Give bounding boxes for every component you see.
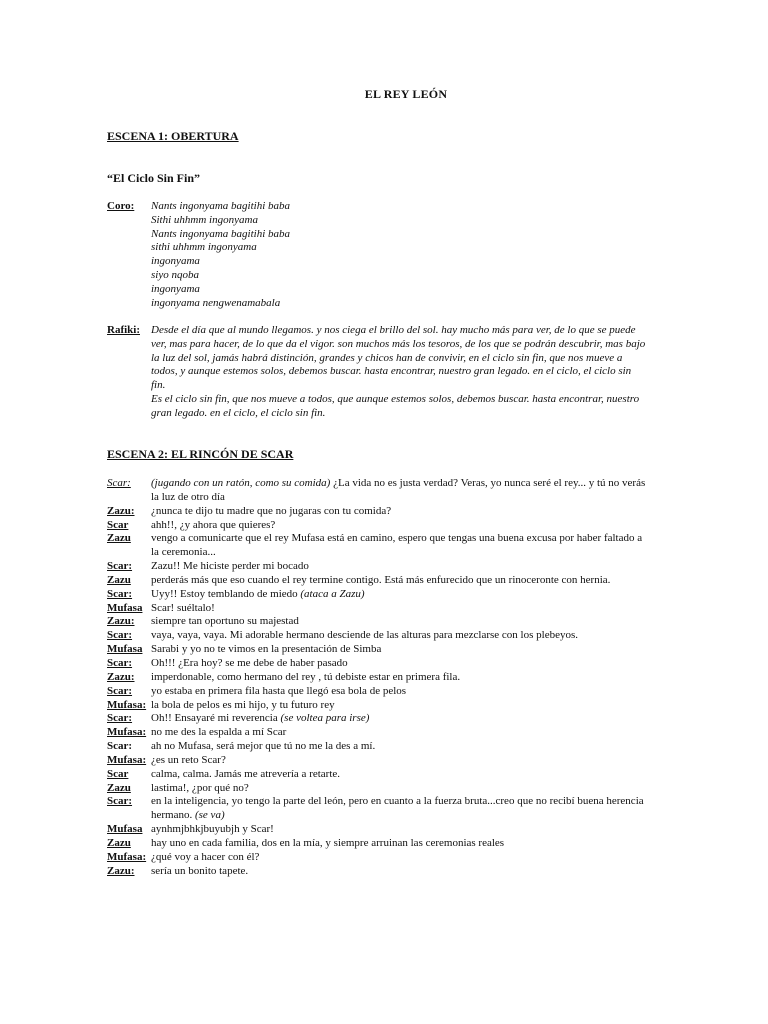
dialogue-line — [107, 643, 647, 657]
dialogue-speaker: Zazu — [107, 573, 131, 586]
dialogue-line — [107, 865, 647, 879]
dialogue-line — [107, 629, 647, 643]
dialogue-speaker: Mufasa: — [107, 726, 147, 739]
dialogue-line — [107, 574, 647, 588]
dialogue-body: ¿nunca te dijo tu madre que no jugaras con tu comida? — [151, 504, 392, 517]
dialogue-speaker: Scar: — [107, 740, 133, 753]
scene-2-heading: ESCENA 2: EL RINCÓN DE SCAR — [107, 447, 294, 461]
dialogue-body: ah no Mufasa, será mejor que tú no me la des a mí. — [151, 740, 376, 753]
dialogue-line — [107, 532, 647, 560]
dialogue-speaker: Scar: — [107, 560, 133, 573]
dialogue-text — [151, 699, 647, 713]
dialogue-body: Scar! suéltalo! — [151, 601, 215, 614]
dialogue-text — [151, 602, 647, 616]
stage-direction: (se va) — [194, 809, 225, 822]
coro-line: ingonyama — [151, 282, 200, 295]
dialogue-speaker: Zazu — [107, 781, 131, 794]
dialogue-text — [151, 671, 647, 685]
dialogue-line — [107, 740, 647, 754]
dialogue-speaker: Mufasa — [107, 601, 143, 614]
dialogue-speaker: Scar: — [107, 795, 133, 808]
dialogue-speaker: Zazu: — [107, 615, 135, 628]
dialogue-body: Zazu!! Me hiciste perder mi bocado — [151, 560, 309, 573]
rafiki-lyrics — [151, 324, 647, 421]
speaker-rafiki: Rafiki: — [107, 324, 140, 336]
dialogue-text — [151, 643, 647, 657]
dialogue-speaker: Mufasa: — [107, 850, 147, 863]
dialogue-body: lastima!, ¿por qué no? — [151, 781, 249, 794]
dialogue-line — [107, 505, 647, 519]
dialogue-text — [151, 782, 647, 796]
dialogue-body: la bola de pelos es mi hijo, y tu futuro rey — [151, 698, 335, 711]
stage-direction: (ataca a Zazu) — [300, 587, 365, 600]
dialogue-line — [107, 768, 647, 782]
dialogue-text — [151, 629, 647, 643]
song-title: “El Ciclo Sin Fin” — [107, 171, 201, 185]
dialogue-body: Sarabi y yo no te vimos en la presentación de Simba — [151, 643, 382, 656]
dialogue-text — [151, 795, 647, 823]
dialogue-text — [151, 657, 647, 671]
dialogue-text — [151, 865, 647, 879]
dialogue-body: en la inteligencia, yo tengo la parte del león, pero en cuanto a la fuerza bruta...creo que no recibí buena herencia hermano. — [151, 795, 644, 822]
dialogue-body: Oh!! Ensayaré mi reverencia — [151, 712, 281, 725]
scene-2-dialogue — [107, 477, 647, 878]
dialogue-body: ahh!!, ¿y ahora que quieres? — [151, 518, 276, 531]
coro-line: Sithi uhhmm ingonyama — [151, 213, 258, 226]
dialogue-text — [151, 505, 647, 519]
dialogue-speaker: Mufasa — [107, 823, 143, 836]
dialogue-text — [151, 837, 647, 851]
dialogue-text — [151, 851, 647, 865]
speaker-coro: Coro: — [107, 200, 135, 212]
dialogue-line — [107, 754, 647, 768]
dialogue-speaker: Zazu: — [107, 504, 135, 517]
dialogue-body: ¿es un reto Scar? — [151, 753, 226, 766]
coro-line: sithi uhhmm ingonyama — [151, 241, 257, 254]
dialogue-line — [107, 726, 647, 740]
dialogue-body: yo estaba en primera fila hasta que llegó esa bola de pelos — [151, 684, 407, 697]
dialogue-speaker: Scar: — [107, 656, 133, 669]
coro-line: ingonyama nengwenamabala — [151, 296, 281, 309]
dialogue-line — [107, 602, 647, 616]
dialogue-line — [107, 782, 647, 796]
dialogue-line — [107, 712, 647, 726]
dialogue-text — [151, 754, 647, 768]
dialogue-text — [151, 823, 647, 837]
dialogue-speaker: Zazu — [107, 532, 131, 545]
dialogue-line — [107, 657, 647, 671]
dialogue-body: Uyy!! Estoy temblando de miedo — [151, 587, 301, 600]
dialogue-text — [151, 768, 647, 782]
dialogue-body: ¿La vida no es justa verdad? Veras, yo nunca seré el rey... y tú no verás la luz de otro día — [151, 477, 646, 503]
dialogue-body: perderás más que eso cuando el rey termine contigo. Está más enfurecido que un rinoceronte con hernia. — [151, 573, 611, 586]
dialogue-body: siempre tan oportuno su majestad — [151, 615, 299, 628]
coro-line: siyo nqoba — [151, 268, 199, 281]
dialogue-speaker: Scar: — [107, 477, 131, 489]
dialogue-line — [107, 477, 647, 505]
rafiki-lyrics-part-2: Es el ciclo sin fin, que nos mueve a todos, que aunque estemos solos, debemos buscar. hasta encontrar, nuestro gran legado. en el ciclo, el ciclo sin fin. — [151, 392, 640, 419]
stage-direction: (jugando con un ratón, como su comida) — [151, 477, 331, 489]
dialogue-text — [151, 588, 647, 602]
dialogue-speaker: Mufasa: — [107, 698, 147, 711]
dialogue-body: ¿qué voy a hacer con él? — [151, 850, 260, 863]
stage-direction: (se voltea para irse) — [280, 712, 370, 725]
dialogue-line — [107, 519, 647, 533]
rafiki-lyrics-part-1: Desde el día que al mundo llegamos. y nos ciega el brillo del sol. hay mucho más para ver, de lo que se puede ver, mas para hacer, de lo que da el vigor. son muchos más los tesoros, de los que se podrán descubrir, mas bajo la luz del sol, jamás habrá distinción, grandes y chicos han de convivir, en el ciclo sin fin, que nos mueve a todos, y aunque estemos solos, debemos buscar. hasta encontrar, nuestro gran legado. en el ciclo, el ciclo sin fin. — [151, 324, 646, 392]
dialogue-speaker: Zazu: — [107, 670, 135, 683]
dialogue-speaker: Scar: — [107, 587, 133, 600]
dialogue-text — [151, 519, 647, 533]
dialogue-text — [151, 532, 647, 560]
dialogue-body: no me des la espalda a mí Scar — [151, 726, 287, 739]
dialogue-text — [151, 740, 647, 754]
dialogue-text — [151, 726, 647, 740]
dialogue-line — [107, 823, 647, 837]
dialogue-text — [151, 615, 647, 629]
dialogue-line — [107, 685, 647, 699]
dialogue-body: imperdonable, como hermano del rey , tú debiste estar en primera fila. — [151, 670, 461, 683]
rafiki-block — [107, 324, 647, 421]
dialogue-speaker: Zazu: — [107, 864, 135, 877]
dialogue-line — [107, 560, 647, 574]
coro-line: Nants ingonyama bagitihi baba — [151, 227, 291, 240]
dialogue-body: calma, calma. Jamás me atrevería a retarte. — [151, 767, 341, 780]
dialogue-line — [107, 671, 647, 685]
dialogue-body: Oh!!! ¿Era hoy? se me debe de haber pasado — [151, 656, 348, 669]
dialogue-speaker: Scar: — [107, 629, 133, 642]
dialogue-body: vaya, vaya, vaya. Mi adorable hermano desciende de las alturas para mezclarse con los plebeyos. — [151, 629, 578, 642]
coro-block — [107, 200, 647, 310]
dialogue-text — [151, 477, 647, 505]
coro-lyrics — [151, 200, 647, 310]
dialogue-speaker: Mufasa: — [107, 753, 147, 766]
dialogue-line — [107, 699, 647, 713]
dialogue-speaker: Scar — [107, 518, 129, 531]
dialogue-line — [107, 615, 647, 629]
dialogue-text — [151, 560, 647, 574]
dialogue-speaker: Scar — [107, 767, 129, 780]
dialogue-body: sería un bonito tapete. — [151, 864, 249, 877]
coro-line: ingonyama — [151, 255, 200, 268]
dialogue-text — [151, 574, 647, 588]
scene-1-heading: ESCENA 1: OBERTURA — [107, 129, 239, 143]
dialogue-text — [151, 712, 647, 726]
dialogue-body: hay uno en cada familia, dos en la mía, y siempre arruinan las ceremonias reales — [151, 836, 505, 849]
dialogue-line — [107, 851, 647, 865]
dialogue-body: aynhmjbhkjbuyubjh y Scar! — [151, 823, 274, 836]
dialogue-speaker: Scar: — [107, 712, 133, 725]
dialogue-line — [107, 837, 647, 851]
dialogue-line — [107, 588, 647, 602]
dialogue-text — [151, 685, 647, 699]
dialogue-speaker: Mufasa — [107, 643, 143, 656]
coro-line: Nants ingonyama bagitihi baba — [151, 200, 291, 212]
dialogue-body: vengo a comunicarte que el rey Mufasa está en camino, espero que tengas una buena excusa por haber faltado a la ceremonia... — [151, 532, 643, 559]
dialogue-speaker: Scar: — [107, 684, 133, 697]
document-title: EL REY LEÓN — [364, 87, 448, 101]
dialogue-line — [107, 795, 647, 823]
dialogue-speaker: Zazu — [107, 836, 131, 849]
